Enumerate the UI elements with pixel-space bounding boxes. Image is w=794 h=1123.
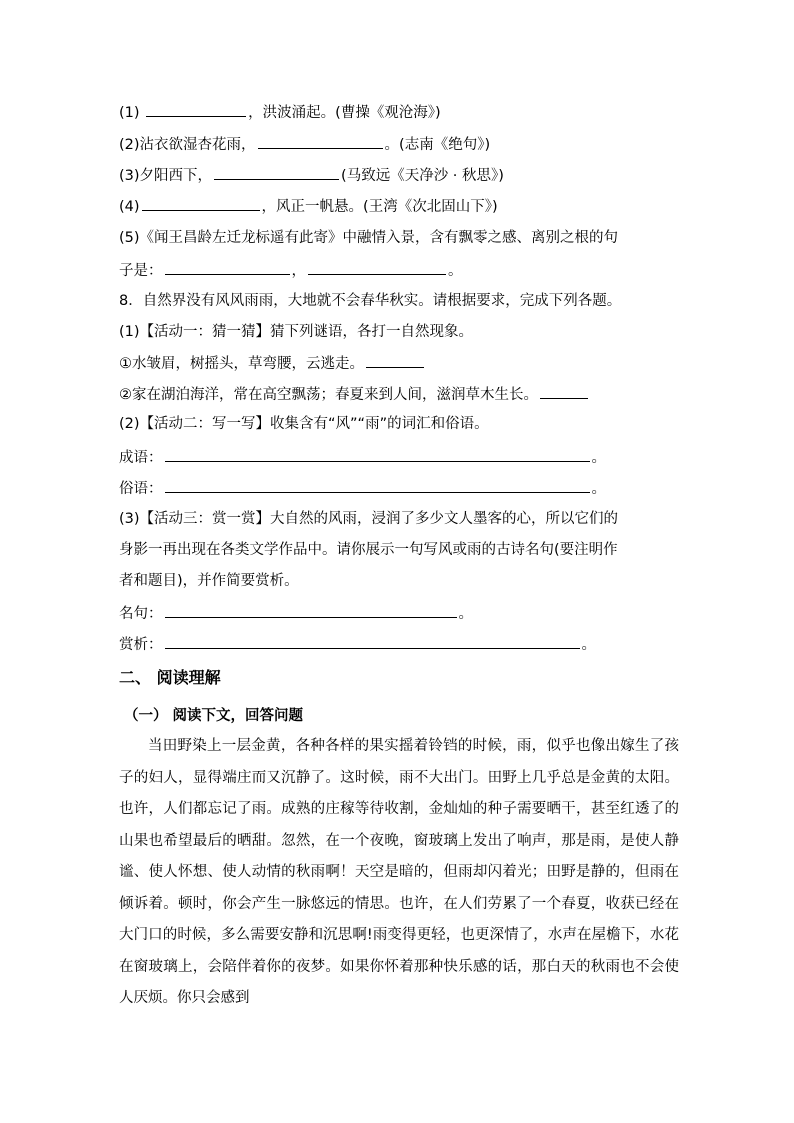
q7-item-3-text-b: (马致远《天净沙 · 秋思》): [341, 168, 504, 184]
q8-saying-line: [119, 478, 694, 499]
q8-riddle-2: [119, 384, 694, 405]
analysis-label: 赏析：: [119, 637, 163, 653]
passage-paragraph: 当田野染上一层金黄，各种各样的果实摇着铃铛的时候，雨，似乎也像出嫁生了孩子的妇人，显得端庄而又沉静了。这时候，雨不大出门。田野上几乎总是金黄的太阳。也许，人们都忘记了雨。成熟的庄稼等待收割，金灿灿的种子需要晒干，甚至红透了的山果也希望最后的晒甜。忽然，在一个夜晚，窗玻璃上发出了响声，那是雨，是使人静谧、使人怀想、使人动情的秋雨啊！天空是暗的，但雨却闪着光；田野是静的，但雨在倾诉着。顿时，你会产生一脉悠远的情思。也许，在人们劳累了一个春夏，收获已经在大门口的时候，多么需要安静和沉思啊!雨变得更轻，也更深情了，水声在屋檐下，水花在窗玻璃上，会陪伴着你的夜梦。如果你怀着那种快乐感的话，那白天的秋雨也不会使人厌烦。你只会感到: [119, 738, 679, 1006]
period: 。: [448, 263, 463, 279]
answer-blank[interactable]: [214, 165, 339, 180]
q8-activity-3-line-3: 者和题目)，并作简要赏析。: [119, 573, 299, 589]
comma: ，: [291, 263, 306, 279]
q7-item-4-text: ，风正一帆悬。(王湾《次北固山下》): [261, 199, 498, 215]
answer-blank[interactable]: [165, 603, 457, 618]
famous-line-label: 名句：: [119, 606, 163, 622]
q8-activity-2-heading: (2)【活动二：写一写】收集含有“风”“雨”的词汇和俗语。: [119, 416, 489, 432]
idiom-label: 成语：: [119, 450, 163, 466]
riddle-2-text: ②家在湖泊海洋，常在高空飘荡；春夏来到人间，滋润草木生长。: [119, 387, 538, 403]
answer-blank[interactable]: [540, 384, 588, 399]
q7-item-5: (5)《闻王昌龄左迁龙标遥有此寄》中融情入景，含有飘零之感、离别之根的句: [119, 230, 619, 246]
section-subheading: （一） 阅读下文，回答问题: [124, 708, 304, 724]
q8-activity-3-line-1: (3)【活动三：赏一赏】大自然的风雨，浸润了多少文人墨客的心，所以它们的: [119, 511, 619, 527]
q8-activity-1-heading: (1)【活动一：猜一猜】猜下列谜语，各打一自然现象。: [119, 324, 474, 340]
q7-item-2-text-a: (2)沾衣欲湿杏花雨，: [119, 137, 256, 153]
q7-item-5-answer: [119, 260, 694, 281]
q7-item-2: [119, 134, 694, 155]
q7-item-3-text-a: (3)夕阳西下，: [119, 168, 213, 184]
q7-item-4: [119, 196, 694, 217]
answer-blank[interactable]: [142, 196, 260, 211]
period: 。: [458, 606, 473, 622]
answer-blank[interactable]: [165, 447, 590, 462]
saying-label: 俗语：: [119, 481, 163, 497]
q8-activity-3-line-2: 身影一再出现在各类文学作品中。请你展示一句写风或雨的古诗名句(要注明作: [119, 542, 618, 558]
answer-blank[interactable]: [258, 134, 383, 149]
period: 。: [591, 450, 606, 466]
reading-passage: [119, 731, 679, 1015]
q7-item-1: [119, 102, 694, 123]
q8-analysis-line: [119, 634, 694, 655]
q7-item-5-label: 子是：: [119, 263, 163, 279]
q8-riddle-1: [119, 353, 694, 374]
answer-blank[interactable]: [165, 634, 580, 649]
period: 。: [591, 481, 606, 497]
q7-item-1-number: (1): [119, 105, 140, 121]
answer-blank[interactable]: [308, 260, 446, 275]
section-heading: 二、 阅读理解: [119, 668, 221, 687]
q8-famous-line: [119, 603, 694, 624]
q8-idiom-line: [119, 447, 694, 468]
period: 。: [581, 637, 596, 653]
q8-intro: 8．自然界没有风风雨雨，大地就不会春华秋实。请根据要求，完成下列各题。: [119, 293, 622, 309]
q7-item-3: [119, 165, 694, 186]
answer-blank[interactable]: [165, 260, 290, 275]
answer-blank[interactable]: [366, 353, 424, 368]
answer-blank[interactable]: [165, 478, 590, 493]
riddle-1-text: ①水皱眉，树摇头，草弯腰，云逃走。: [119, 356, 364, 372]
q7-item-2-text-b: 。(志南《绝句》): [384, 137, 491, 153]
answer-blank[interactable]: [146, 102, 246, 117]
q7-item-4-number: (4): [119, 199, 140, 215]
q7-item-1-text: ，洪波涌起。(曹操《观沧海》): [248, 105, 441, 121]
